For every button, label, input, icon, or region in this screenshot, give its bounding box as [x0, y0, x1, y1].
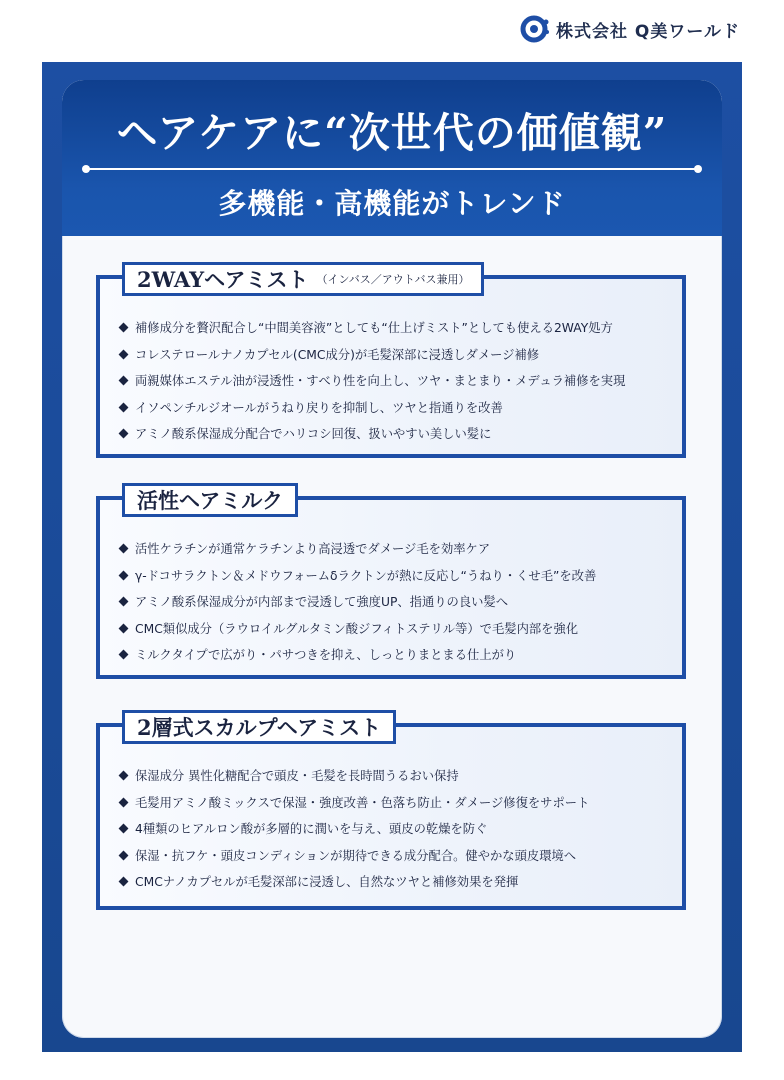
section-label: [122, 483, 298, 517]
section-card: [96, 275, 686, 458]
section-title: 活性ヘアミルク: [137, 488, 283, 513]
diamond-bullet-icon: [119, 323, 129, 333]
diamond-bullet-icon: [119, 850, 129, 860]
diamond-bullet-icon: [119, 376, 129, 386]
list-item: アミノ酸系保湿成分配合でハリコシ回復、扱いやすい美しい髪に: [120, 421, 625, 448]
feature-list: [120, 536, 596, 669]
list-item: CMCナノカプセルが毛髪深部に浸透し、自然なツヤと補修効果を発揮: [120, 869, 589, 896]
list-item: 保湿成分 異性化糖配合で頭皮・毛髪を長時間うるおい保持: [120, 763, 589, 790]
list-item: γ-ドコサラクトン＆メドウフォームδラクトンが熱に反応し“うねり・くせ毛”を改善: [120, 563, 596, 590]
section-card: [96, 496, 686, 679]
diamond-bullet-icon: [119, 650, 129, 660]
list-item: 両親媒体エステル油が浸透性・すべり性を向上し、ツヤ・まとまり・メデュラ補修を実現: [120, 368, 625, 395]
list-item: イソペンチルジオールがうねり戻りを抑制し、ツヤと指通りを改善: [120, 395, 625, 422]
list-item: アミノ酸系保湿成分が内部まで浸透して強度UP、指通りの良い髪へ: [120, 589, 596, 616]
diamond-bullet-icon: [119, 797, 129, 807]
content-panel: [62, 80, 722, 1038]
company-name: 株式会社 Q美ワールド: [555, 21, 740, 42]
diamond-bullet-icon: [119, 824, 129, 834]
header-banner: [62, 80, 722, 236]
q-logo-icon: [520, 14, 550, 44]
company-logo: [520, 14, 740, 44]
list-item: 保湿・抗フケ・頭皮コンディションが期待できる成分配合。健やかな頭皮環境へ: [120, 843, 589, 870]
page-subtitle: 多機能・高機能がトレンド: [218, 187, 566, 220]
section-label: [122, 710, 396, 744]
feature-list: [120, 315, 625, 448]
list-item: 4種類のヒアルロン酸が多層的に潤いを与え、頭皮の乾燥を防ぐ: [120, 816, 589, 843]
section-2way-hair-mist: [96, 262, 710, 458]
list-item: 活性ケラチンが通常ケラチンより高浸透でダメージ毛を効率ケア: [120, 536, 596, 563]
diamond-bullet-icon: [119, 349, 129, 359]
diamond-bullet-icon: [119, 544, 129, 554]
page-title: ヘアケアに“次世代の価値観”: [116, 109, 668, 157]
diamond-bullet-icon: [119, 402, 129, 412]
section-title: 2WAYヘアミスト: [137, 267, 309, 292]
list-item: 毛髪用アミノ酸ミックスで保湿・強度改善・色落ち防止・ダメージ修復をサポート: [120, 790, 589, 817]
section-label: [122, 262, 484, 296]
section-subtitle: （インバス／アウトバス兼用）: [316, 273, 470, 286]
poster-frame: [42, 62, 742, 1052]
diamond-bullet-icon: [119, 877, 129, 887]
list-item: CMC類似成分（ラウロイルグルタミン酸ジフィトステリル等）で毛髪内部を強化: [120, 616, 596, 643]
title-divider: [86, 168, 698, 170]
section-title: 2層式スカルプヘアミスト: [137, 715, 382, 740]
diamond-bullet-icon: [119, 570, 129, 580]
list-item: コレステロールナノカプセル(CMC成分)が毛髪深部に浸透しダメージ補修: [120, 342, 625, 369]
diamond-bullet-icon: [119, 623, 129, 633]
diamond-bullet-icon: [119, 429, 129, 439]
section-active-hair-milk: [96, 483, 710, 679]
section-card: [96, 723, 686, 910]
diamond-bullet-icon: [119, 597, 129, 607]
feature-list: [120, 763, 589, 896]
diamond-bullet-icon: [119, 771, 129, 781]
list-item: ミルクタイプで広がり・パサつきを抑え、しっとりまとまる仕上がり: [120, 642, 596, 669]
section-2-layer-scalp-mist: [96, 710, 710, 910]
list-item: 補修成分を贅沢配合し“中間美容液”としても“仕上げミスト”としても使える2WAY処方: [120, 315, 625, 342]
